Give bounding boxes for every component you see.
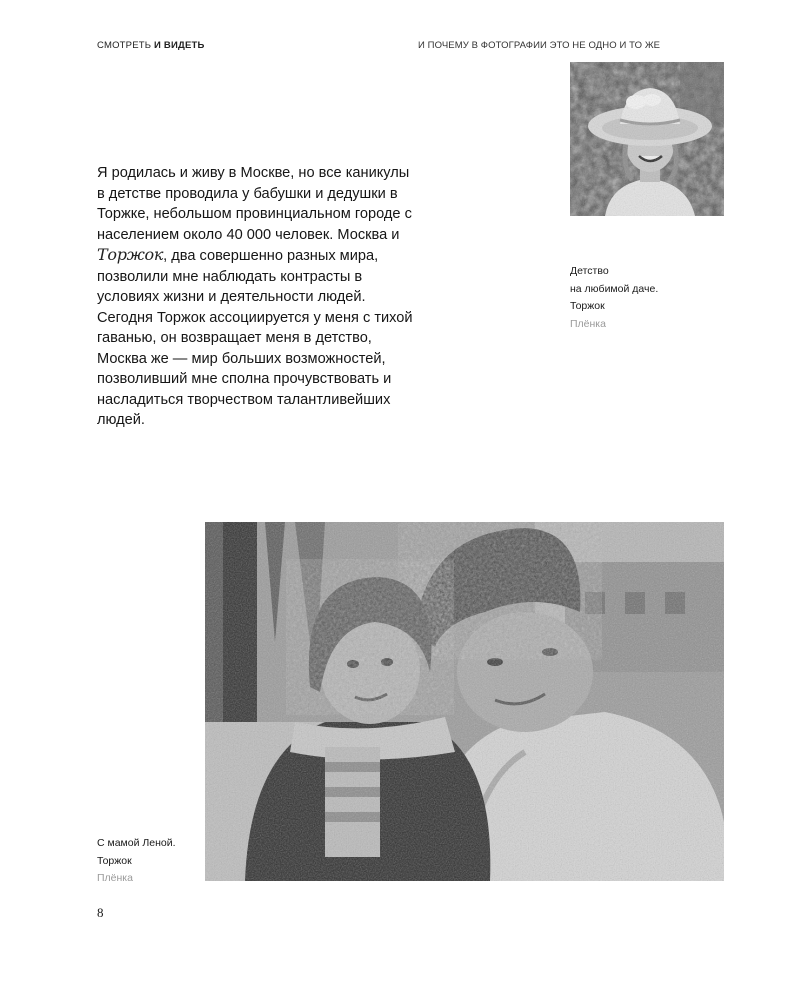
- caption-line: Детство: [570, 265, 609, 277]
- page-number: 8: [97, 905, 104, 920]
- section-title-bold: И ВИДЕТЬ: [154, 40, 205, 51]
- running-header-subtitle: И ПОЧЕМУ В ФОТОГРАФИИ ЭТО НЕ ОДНО И ТО ЖЕ: [418, 40, 661, 51]
- body-text-part: , два совершенно разных мира, позволили мне наблюдать контрасты в условиях жизни и деятельности людей. Сегодня Торжок ассоциируется у меня с тихой гаванью, он возвращает меня в детство, Москва же — мир больших возможностей, позволивший мне сполна прочувствовать и насладиться творчеством талантливейших людей.: [97, 248, 413, 428]
- childhood-photo: [570, 62, 724, 216]
- caption-medium: Плёнка: [97, 872, 133, 884]
- caption-location: Торжок: [570, 300, 605, 312]
- caption-line: на любимой даче.: [570, 282, 659, 295]
- childhood-photo-caption: [570, 263, 658, 333]
- section-title-light: СМОТРЕТЬ: [97, 40, 152, 51]
- mother-photo-caption: [97, 835, 176, 888]
- caption-medium: Плёнка: [570, 317, 606, 330]
- caption-location: Торжок: [97, 854, 132, 867]
- body-text-part: Я родилась и живу в Москве, но все каникулы в детстве проводила у бабушки и дедушки в Торжке, небольшом провинциальном городе с населением около 40 000 человек. Москва и: [97, 165, 412, 243]
- running-header-section: [97, 40, 205, 51]
- handwritten-word: Торжок: [97, 245, 164, 264]
- mother-and-child-photo: [205, 522, 724, 881]
- caption-line: С мамой Леной.: [97, 837, 176, 849]
- body-paragraph: [97, 163, 417, 431]
